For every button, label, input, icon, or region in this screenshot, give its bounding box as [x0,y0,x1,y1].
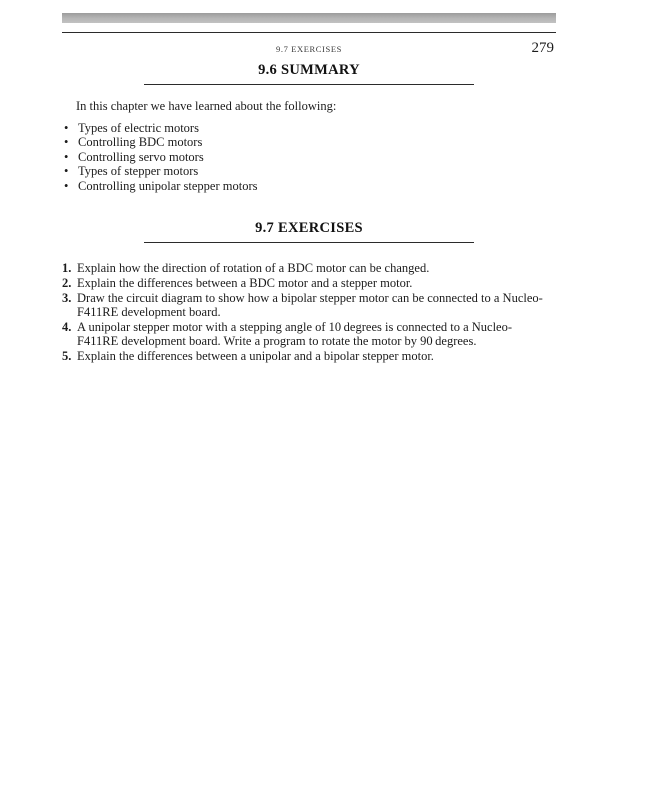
exercises-list [62,261,556,363]
page-content [62,62,556,364]
running-header [62,40,556,60]
list-item [62,164,556,179]
summary-intro: In this chapter we have learned about the following: [76,99,337,113]
bullet-text: Controlling BDC motors [78,135,203,150]
item-text: A unipolar stepper motor with a stepping angle of 10 degrees is connected to a Nucleo-F411RE development board. Write a program to rotate the motor by 90 degrees. [77,319,513,349]
bullet-text: Controlling unipolar stepper motors [78,178,258,193]
bullet-text: Types of stepper motors [78,164,199,179]
bullet-text: Types of electric motors [78,120,199,135]
running-head: 9.7 EXERCISES [276,44,342,54]
list-item [62,179,556,194]
item-number: 1. [62,261,72,276]
list-item [62,291,556,320]
list-item [62,349,556,364]
list-item [62,276,556,291]
item-number: 4. [62,319,72,334]
summary-section [62,62,556,193]
exercises-section [62,220,556,363]
exercises-title: 9.7 EXERCISES [255,220,363,237]
list-item [62,320,556,349]
top-decoration-bar [62,13,556,23]
item-number: 2. [62,276,72,291]
item-text: Draw the circuit diagram to show how a bipolar stepper motor can be connected to a Nucleo-F411RE development board. [77,290,543,320]
summary-title: 9.6 SUMMARY [258,62,360,78]
item-text: Explain the differences between a BDC motor and a stepper motor. [77,276,413,291]
bullet-text: Controlling servo motors [78,149,204,164]
item-text: Explain how the direction of rotation of a BDC motor can be changed. [77,261,430,276]
bullet-icon: • [64,164,69,179]
list-item [62,135,556,150]
bullet-icon: • [64,120,69,135]
exercises-title-rule [144,242,474,243]
bullet-icon: • [64,135,69,150]
bullet-icon: • [64,178,69,193]
item-text: Explain the differences between a unipolar and a bipolar stepper motor. [77,349,434,364]
list-item [62,261,556,276]
page-number: 279 [531,40,554,56]
summary-bullet-list [62,121,556,194]
header-rule [62,32,556,33]
item-number: 3. [62,290,72,305]
item-number: 5. [62,349,72,364]
list-item [62,121,556,136]
bullet-icon: • [64,149,69,164]
list-item [62,150,556,165]
summary-title-rule [144,84,474,85]
